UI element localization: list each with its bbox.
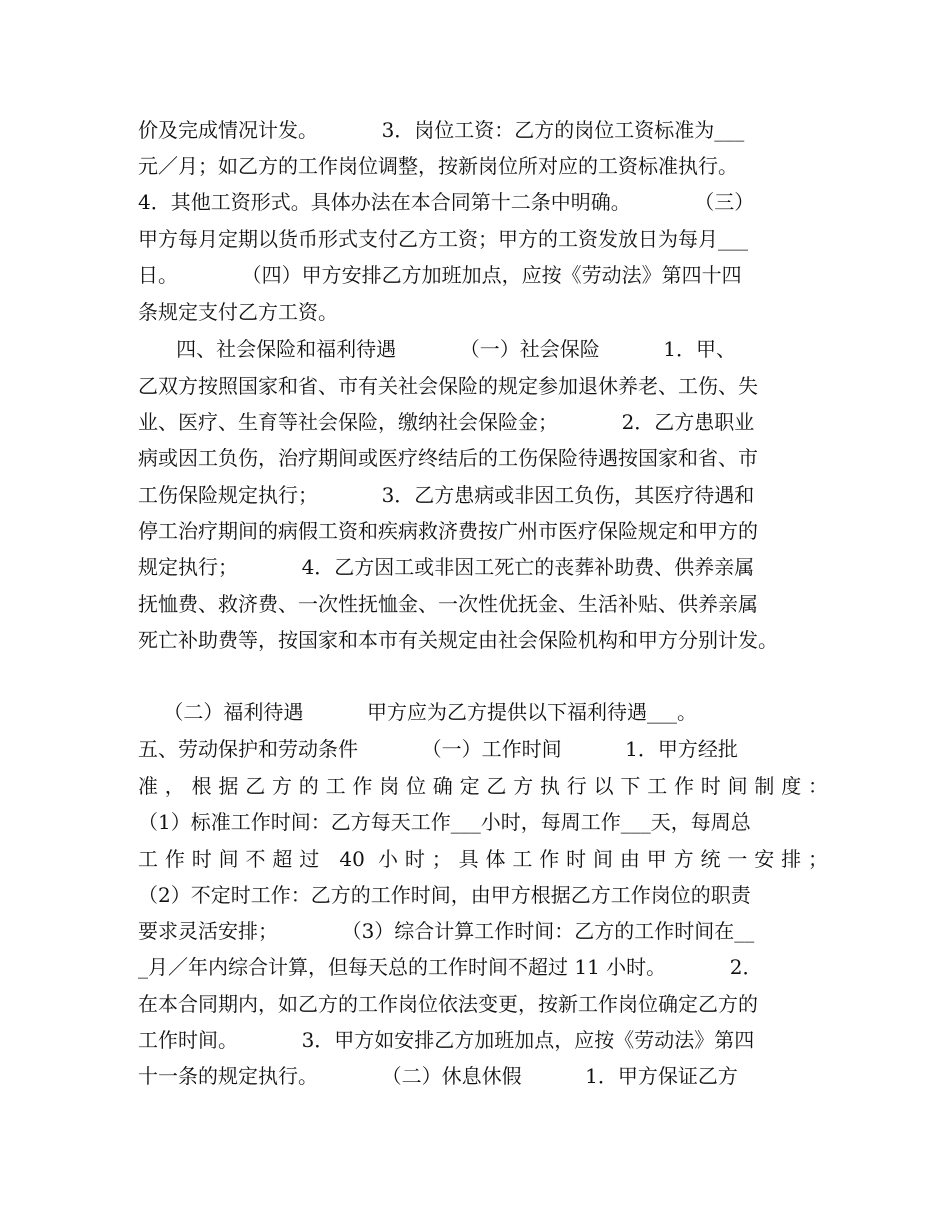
text-line: 十一条的规定执行。 （二）休息休假 1．甲方保证乙方 <box>138 1064 738 1088</box>
text-line: 停工治疗期间的病假工资和疾病救济费按广州市医疗保险规定和甲方的 <box>138 519 758 543</box>
text-line: _月／年内综合计算，但每天总的工作时间不超过 11 小时。 2． <box>138 955 763 979</box>
text-line: （二）福利待遇 甲方应为乙方提供以下福利待遇___。 <box>138 700 698 724</box>
text-line: 价及完成情况计发。 3．岗位工资：乙方的岗位工资标准为___ <box>138 118 745 142</box>
text-line: 条规定支付乙方工资。 <box>138 300 338 324</box>
text-line: 要求灵活安排； （3）综合计算工作时间：乙方的工作时间在__ <box>138 919 755 943</box>
text-line: 工作时间。 3．甲方如安排乙方加班加点，应按《劳动法》第四 <box>138 1028 755 1052</box>
text-line: （2）不定时工作：乙方的工作时间，由甲方根据乙方工作岗位的职责 <box>138 883 751 907</box>
text-line: 4．其他工资形式。具体办法在本合同第十二条中明确。 （三） <box>138 190 755 214</box>
text-line: 在本合同期内，如乙方的工作岗位依法变更，按新工作岗位确定乙方的 <box>138 992 758 1016</box>
text-line: 准，根据乙方的工作岗位确定乙方执行以下工作时间制度： <box>138 774 828 798</box>
text-line: 乙双方按照国家和省、市有关社会保险的规定参加退休养老、工伤、失 <box>138 374 758 398</box>
section-heading-line: 五、劳动保护和劳动条件 （一）工作时间 1．甲方经批 <box>138 737 738 761</box>
text-line: （1）标准工作时间：乙方每天工作___小时，每周工作___天，每周总 <box>138 810 751 834</box>
text-line: 甲方每月定期以货币形式支付乙方工资；甲方的工资发放日为每月___ <box>138 227 748 251</box>
text-line: 业、医疗、生育等社会保险，缴纳社会保险金； 2．乙方患职业 <box>138 410 755 434</box>
text-line: 规定执行； 4．乙方因工或非因工死亡的丧葬补助费、供养亲属 <box>138 555 755 579</box>
text-line: 元／月；如乙方的工作岗位调整，按新岗位所对应的工资标准执行。 <box>138 154 738 178</box>
text-line: 工伤保险规定执行； 3．乙方患病或非因工负伤，其医疗待遇和 <box>138 483 755 507</box>
text-line: 死亡补助费等，按国家和本市有关规定由社会保险机构和甲方分别计发。 <box>138 628 778 652</box>
section-heading-line: 四、社会保险和福利待遇 （一）社会保险 1．甲、 <box>138 337 737 361</box>
text-line: 抚恤费、救济费、一次性抚恤金、一次性优抚金、生活补贴、供养亲属 <box>138 592 758 616</box>
text-line: 日。 （四）甲方安排乙方加班加点，应按《劳动法》第四十四 <box>138 263 742 287</box>
text-line: 病或因工负伤，治疗期间或医疗终结后的工伤保险待遇按国家和省、市 <box>138 446 758 470</box>
text-line: 工作时间不超过 40 小时；具体工作时间由甲方统一安排； <box>138 847 828 871</box>
